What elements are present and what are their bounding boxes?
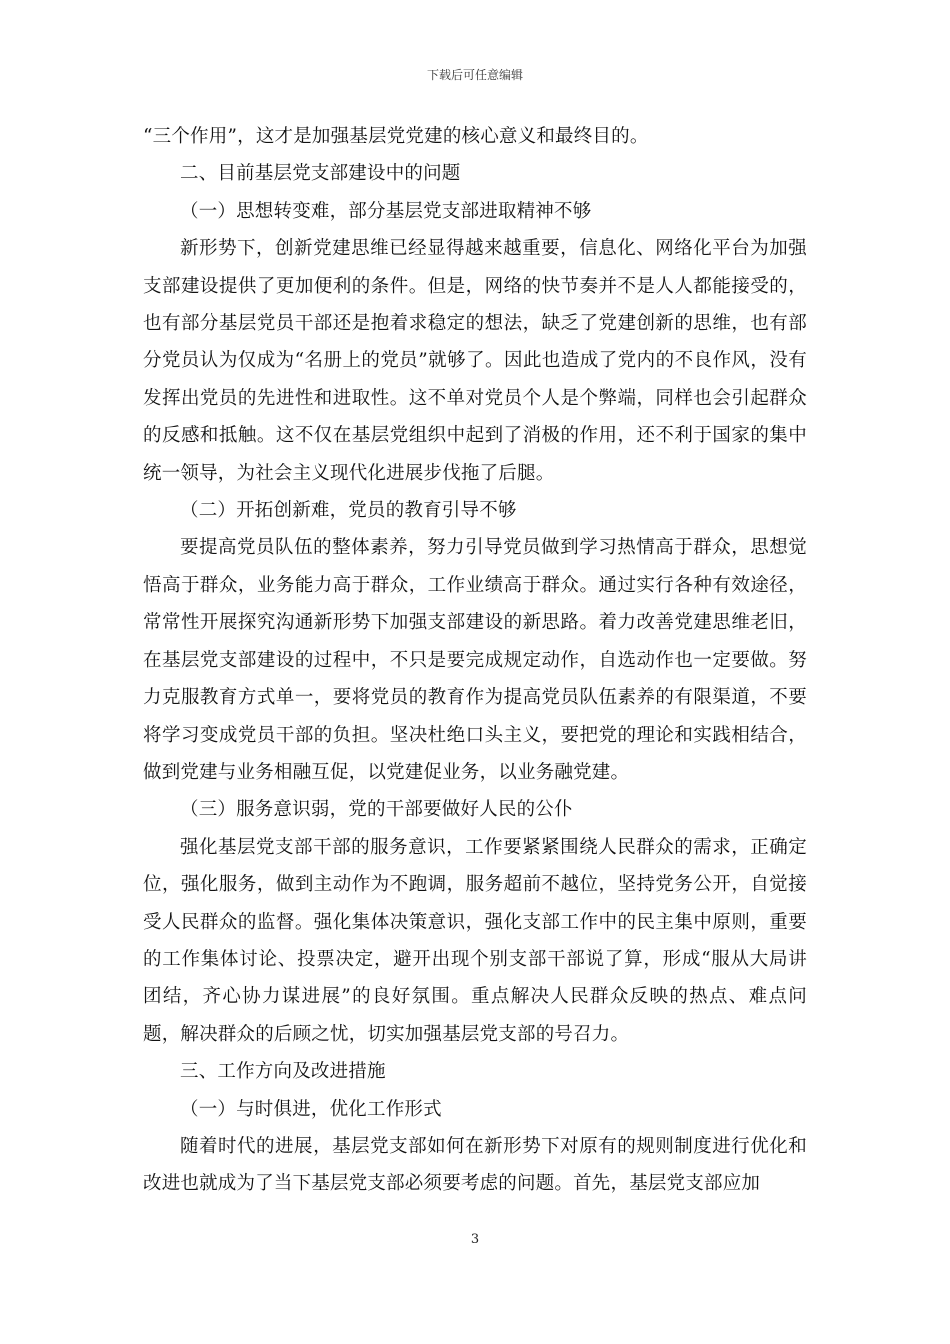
paragraph: 强化基层党支部干部的服务意识，工作要紧紧围绕人民群众的需求，正确定位，强化服务，做到主动作为不跑调，服务超前不越位，坚持党务公开，自觉接受人民群众的监督。强化集体决策意识，强化支部工作中的民主集中原则，重要的工作集体讨论、投票决定，避开出现个别支部干部说了算，形成“服从大局讲团结，齐心协力谋进展”的良好氛围。重点解决人民群众反映的热点、难点问题，解决群众的后顾之忧，切实加强基层党支部的号召力。 xyxy=(143,836,807,1045)
subsection-heading: （二）开拓创新难，党员的教育引导不够 xyxy=(180,500,517,522)
page-number: 3 xyxy=(470,1232,480,1247)
paragraph: 随着时代的进展，基层党支部如何在新形势下对原有的规则制度进行优化和改进也就成为了当下基层党支部必须要考虑的问题。首先，基层党支部应加 xyxy=(143,1135,807,1195)
section-heading: 二、目前基层党支部建设中的问题 xyxy=(180,163,461,185)
section-heading: 三、工作方向及改进措施 xyxy=(180,1061,386,1083)
subsection-heading: （一）与时俱进，优化工作形式 xyxy=(180,1098,442,1120)
paragraph-continuation: “三个作用”，这才是加强基层党党建的核心意义和最终目的。 xyxy=(143,126,649,147)
paragraph: 新形势下，创新党建思维已经显得越来越重要，信息化、网络化平台为加强支部建设提供了更加便利的条件。但是，网络的快节奏并不是人人都能接受的，也有部分基层党员干部还是抱着求稳定的想法，缺乏了党建创新的思维，也有部分党员认为仅成为“名册上的党员”就够了。因此也造成了党内的不良作风，没有发挥出党员的先进性和进取性。这不单对党员个人是个弊端，同样也会引起群众的反感和抵触。这不仅在基层党组织中起到了消极的作用，还不利于国家的集中统一领导，为社会主义现代化进展步伐拖了后腿。 xyxy=(143,238,807,484)
page-header: 下载后可任意编辑 xyxy=(426,68,523,82)
subsection-heading: （一）思想转变难，部分基层党支部进取精神不够 xyxy=(180,200,592,222)
paragraph: 要提高党员队伍的整体素养，努力引导党员做到学习热情高于群众，思想觉悟高于群众，业务能力高于群众，工作业绩高于群众。通过实行各种有效途径，常常性开展探究沟通新形势下加强支部建设的新思路。着力改善党建思维老旧，在基层党支部建设的过程中，不只是要完成规定动作，自选动作也一定要做。努力克服教育方式单一，要将党员的教育作为提高党员队伍素养的有限渠道，不要将学习变成党员干部的负担。坚决杜绝口头主义，要把党的理论和实践相结合，做到党建与业务相融互促，以党建促业务，以业务融党建。 xyxy=(143,537,807,783)
document-body xyxy=(143,118,807,1203)
subsection-heading: （三）服务意识弱，党的干部要做好人民的公仆 xyxy=(180,799,573,821)
